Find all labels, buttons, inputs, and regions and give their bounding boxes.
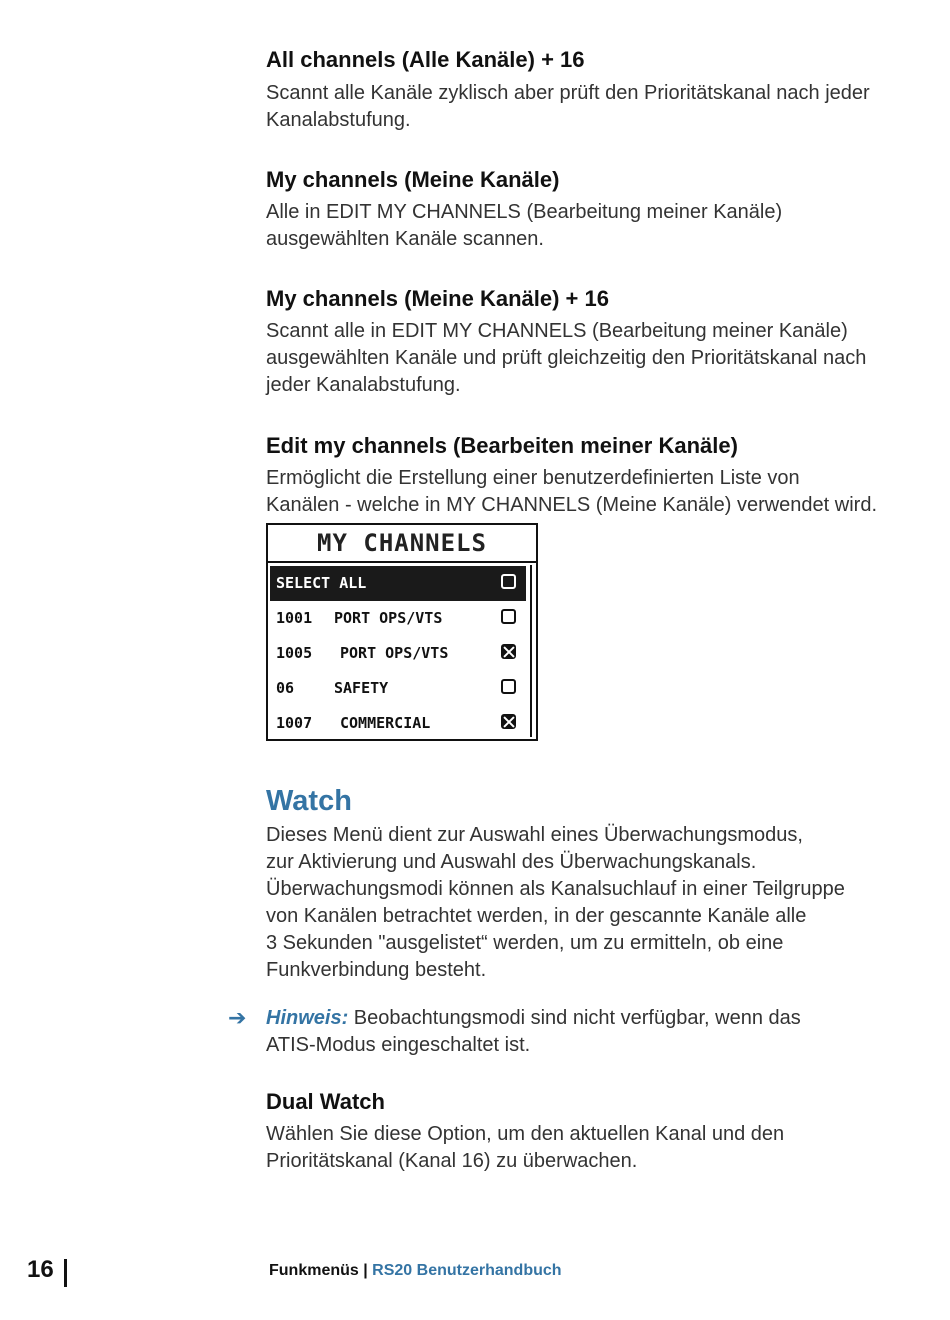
row-name: PORT OPS/VTS — [334, 609, 443, 627]
note-label: Hinweis: — [266, 1007, 349, 1029]
row-name: SAFETY — [334, 679, 389, 697]
checked-checkbox-icon — [501, 644, 516, 659]
footer-chapter: Funkmenüs — [269, 1262, 359, 1279]
screen-row — [270, 636, 526, 671]
screen-title: MY CHANNELS — [268, 525, 536, 563]
note-text: Hinweis: Beobachtungsmodi sind nicht verfügbar, wenn das ATIS-Modus eingeschaltet ist. — [266, 1007, 801, 1056]
section-text: Wählen Sie diese Option, um den aktuellen Kanal und den Prioritätskanal (Kanal 16) zu überwachen. — [266, 1123, 785, 1172]
page-number: 16 — [27, 1256, 54, 1283]
page-number-divider — [64, 1259, 67, 1287]
screen-row — [270, 706, 526, 741]
section-heading: Dual Watch — [266, 1089, 385, 1114]
row-number: 1005 — [276, 644, 313, 662]
footer-separator: | — [358, 1262, 373, 1279]
arrow-right-icon: ➔ — [228, 1005, 247, 1030]
footer — [269, 1262, 562, 1280]
section-heading: All channels (Alle Kanäle) + 16 — [266, 47, 585, 72]
screen-row — [270, 601, 526, 636]
row-name: SELECT ALL — [276, 574, 367, 592]
checkbox-icon — [501, 679, 516, 694]
section-text: Ermöglicht die Erstellung einer benutzerdefinierten Liste von Kanälen - welche in MY CHANNELS (Meine Kanäle) verwendet wird. — [266, 467, 878, 516]
checkbox-icon — [501, 609, 516, 624]
section-text: Scannt alle Kanäle zyklisch aber prüft den Prioritätskanal nach jeder Kanalabstufung. — [266, 82, 870, 131]
row-number: 1001 — [276, 609, 313, 627]
screen-row-select-all — [270, 566, 526, 601]
section-text: Scannt alle in EDIT MY CHANNELS (Bearbeitung meiner Kanäle) ausgewählten Kanäle und prüft gleichzeitig den Prioritätskanal nach jeder Kanalabstufung. — [266, 320, 867, 396]
my-channels-screen — [266, 523, 538, 741]
row-name: PORT OPS/VTS — [340, 644, 449, 662]
watch-heading: Watch — [266, 785, 352, 817]
screen-scrollbar — [530, 565, 536, 737]
section-heading: Edit my channels (Bearbeiten meiner Kanäle) — [266, 433, 738, 458]
row-name: COMMERCIAL — [340, 714, 431, 732]
footer-book-title: RS20 Benutzerhandbuch — [372, 1262, 562, 1279]
section-text: Alle in EDIT MY CHANNELS (Bearbeitung meiner Kanäle) ausgewählten Kanäle scannen. — [266, 201, 783, 250]
section-heading: My channels (Meine Kanäle) + 16 — [266, 286, 609, 311]
row-number: 1007 — [276, 714, 313, 732]
checked-checkbox-icon — [501, 714, 516, 729]
watch-text: Dieses Menü dient zur Auswahl eines Überwachungsmodus, zur Aktivierung und Auswahl des Überwachungskanals. Überwachungsmodi können als Kanalsuchlauf in einer Teilgruppe von Kanälen betrachtet werden, in der gescannte Kanäle alle 3 Sekunden "ausgelistet“ werden, um zu ermitteln, ob eine Funkverbindung besteht. — [266, 824, 845, 981]
screen-row — [270, 671, 526, 706]
checkbox-icon — [501, 574, 516, 589]
section-heading: My channels (Meine Kanäle) — [266, 167, 560, 192]
row-number: 06 — [276, 679, 295, 697]
